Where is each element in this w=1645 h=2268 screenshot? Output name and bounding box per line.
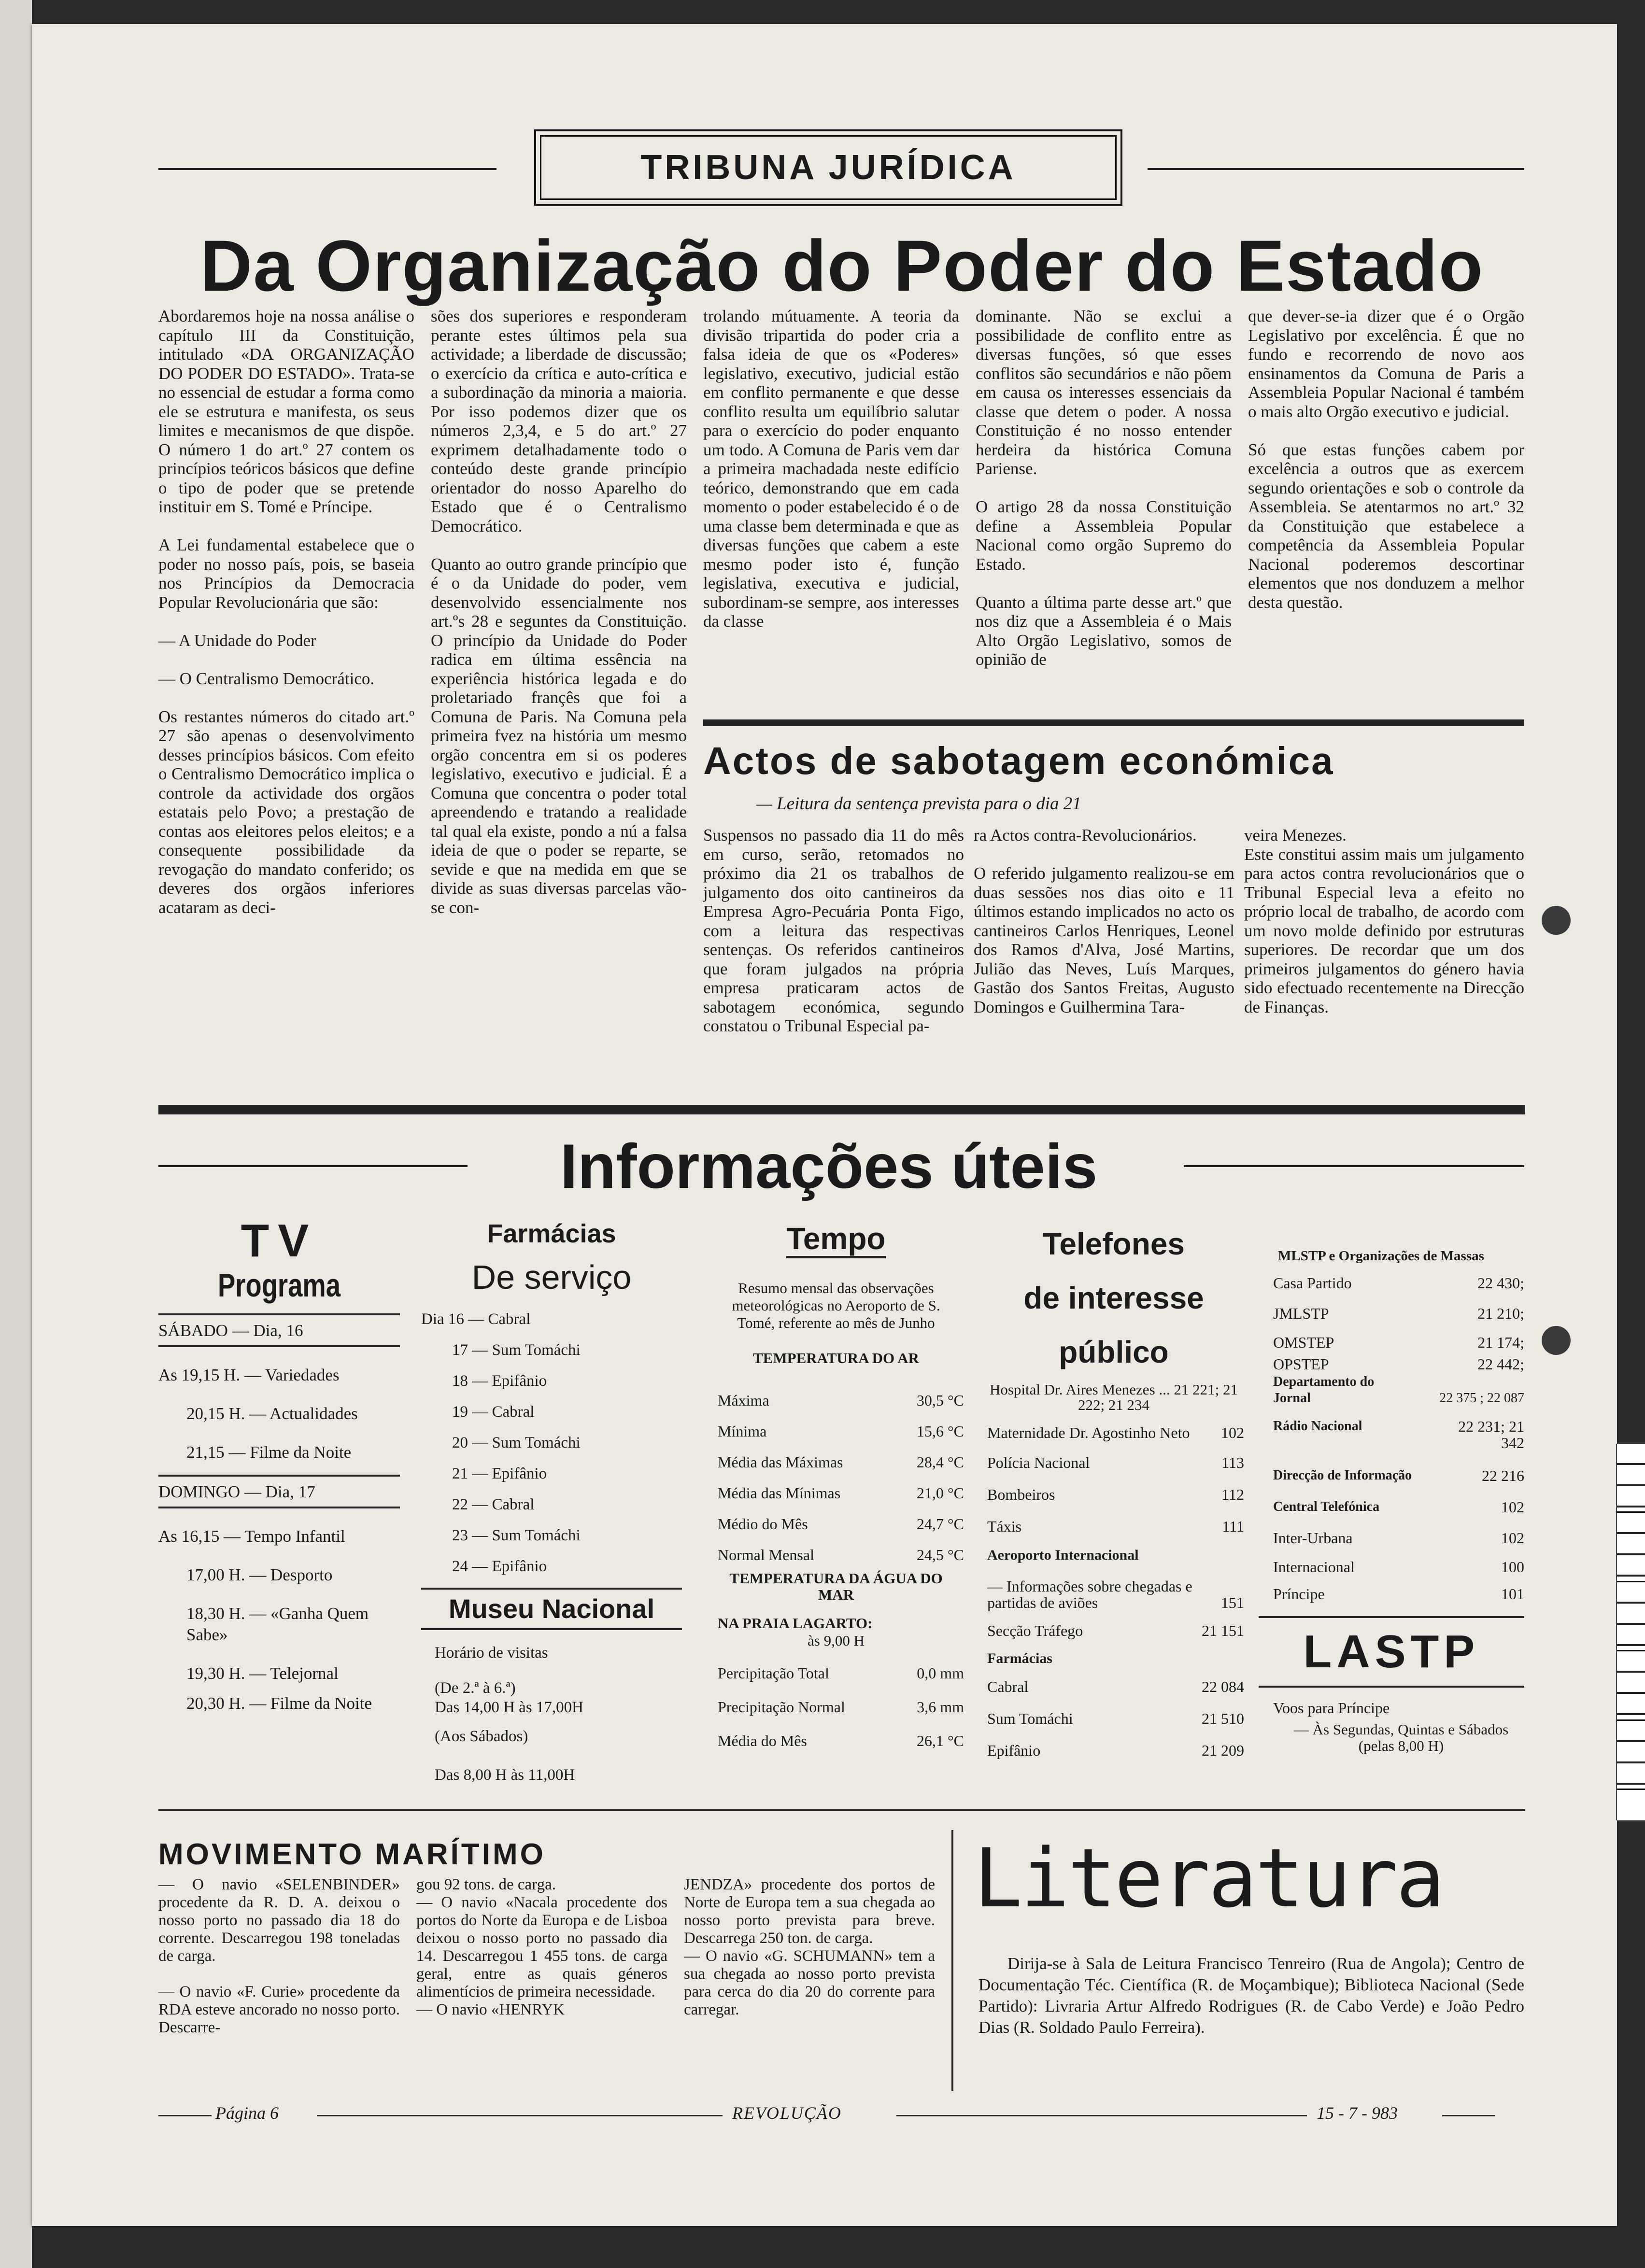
- tempo-row-label: Percipitação Total: [718, 1664, 829, 1682]
- mlstp-column: [1259, 1248, 1524, 1828]
- mlstp-number: 21 210;: [1477, 1305, 1524, 1322]
- mlstp-label: Príncipe: [1273, 1585, 1325, 1603]
- telefone-number: 151: [1221, 1594, 1244, 1611]
- tempo-row: [718, 1724, 964, 1758]
- telefone-row: [987, 1578, 1244, 1611]
- tempo-row-value: 3,6 mm: [917, 1698, 964, 1716]
- mlstp-row: [1273, 1460, 1524, 1492]
- mlstp-label: Internacional: [1273, 1558, 1355, 1576]
- tv-day2-item: 19,30 H. — Telejornal: [186, 1664, 339, 1683]
- telefone-label: Cabral: [987, 1678, 1029, 1695]
- mlstp-label: Rádio Nacional: [1273, 1419, 1362, 1434]
- tempo-title: Tempo: [786, 1221, 885, 1258]
- mlstp-row: [1273, 1330, 1524, 1354]
- tempo-row-value: 15,6 °C: [916, 1423, 964, 1440]
- mlstp-number: 102: [1501, 1529, 1524, 1547]
- telefone-label: Táxis: [987, 1518, 1022, 1535]
- tempo-row: [718, 1447, 964, 1478]
- tempo-row: [718, 1656, 964, 1690]
- museu-item: Das 14,00 H às 17,00H: [435, 1699, 583, 1716]
- info-title: Informações úteis: [560, 1131, 1098, 1201]
- scan-color-scale: [1616, 1444, 1645, 1820]
- footer-rule: [158, 2115, 212, 2116]
- tempo-heading-air: TEMPERATURA DO AR: [753, 1350, 919, 1366]
- telefones-hospital: Hospital Dr. Aires Menezes ... 21 221; 21 222; 21 234: [989, 1381, 1238, 1413]
- tv-subtitle: Programa: [218, 1267, 340, 1304]
- telefone-label: Polícia Nacional: [987, 1454, 1090, 1471]
- mlstp-label: Direcção de Informação: [1273, 1468, 1412, 1483]
- tempo-row-value: 24,7 °C: [916, 1515, 964, 1533]
- museu-title: Museu Nacional: [448, 1593, 655, 1624]
- tempo-row-value: 0,0 mm: [917, 1664, 964, 1682]
- mlstp-label: Inter-Urbana: [1273, 1529, 1353, 1547]
- telefone-label: Sum Tomáchi: [987, 1710, 1073, 1727]
- mlstp-row: [1273, 1354, 1524, 1374]
- tempo-row-label: Mínima: [718, 1423, 767, 1440]
- scan-left-edge: [0, 0, 32, 2268]
- mlstp-number: 22 231; 21 342: [1458, 1418, 1524, 1451]
- tempo-row: [718, 1385, 964, 1416]
- tv-day2-item: 17,00 H. — Desporto: [186, 1565, 333, 1584]
- telefone-label: — Informações sobre chegadas e partidas de aviões: [987, 1578, 1192, 1611]
- tv-day2-item: 18,30 H. — «Ganha Quem Sabe»: [186, 1604, 369, 1644]
- footer-date: 15 - 7 - 983: [1317, 2103, 1398, 2123]
- info-rule-right: [1184, 1165, 1524, 1167]
- movimento-col2: gou 92 tons. de carga. — O navio «Nacala procedente dos portos do Norte da Europa e de Lisboa deixou o nosso porto no passado dia 14. Descarregou 1 455 tons. de carga geral, entre as quais géneros alimentícios de primeira necessidade. — O navio «HENRYK: [416, 1876, 667, 2018]
- telefones-title: público: [1059, 1335, 1169, 1369]
- info-rule-left: [158, 1165, 468, 1167]
- museu-item: Das 8,00 H às 11,00H: [435, 1766, 575, 1784]
- telefones-title: de interesse: [1023, 1281, 1204, 1315]
- telefone-label: Epifânio: [987, 1742, 1041, 1759]
- telefone-number: 21 151: [1202, 1622, 1244, 1639]
- main-headline: Da Organização do Poder do Estado: [199, 225, 1484, 306]
- telefone-number: 112: [1221, 1486, 1244, 1503]
- mlstp-number: 22 442;: [1477, 1355, 1524, 1373]
- mlstp-row: [1273, 1522, 1524, 1553]
- farmacias-item: 20 — Sum Tomáchi: [452, 1434, 581, 1451]
- tempo-heading-praia-time: às 9,00 H: [808, 1632, 865, 1649]
- mlstp-title: MLSTP e Organizações de Massas: [1278, 1248, 1484, 1264]
- header-rule-left: [158, 168, 496, 170]
- mlstp-number: 22 430;: [1477, 1274, 1524, 1292]
- farmacias-item: 22 — Cabral: [452, 1496, 535, 1513]
- telefone-label: Bombeiros: [987, 1486, 1055, 1503]
- tempo-row: [718, 1508, 964, 1539]
- lastp-title: LASTP: [1303, 1626, 1480, 1677]
- telefones-farmacias: Farmácias: [987, 1650, 1052, 1666]
- tempo-row-value: 24,5 °C: [916, 1546, 964, 1564]
- voos-detail: — Às Segundas, Quintas e Sábados (pelas 8,00 H): [1293, 1721, 1509, 1754]
- mlstp-row: [1273, 1418, 1524, 1451]
- tempo-row-value: 28,4 °C: [916, 1453, 964, 1471]
- info-top-rule: [158, 1105, 1525, 1114]
- telefones-aeroporto: Aeroporto Internacional: [987, 1547, 1139, 1563]
- mlstp-number: 21 174;: [1477, 1334, 1524, 1351]
- article1-col3: trolando mútuamente. A teoria da divisão tripartida do poder cria a falsa ideia de que os «Poderes» legislativo, executivo, judicial estão em conflito permanente e que desse conflito resulta um equilíbrio salutar para o exercício do poder enquanto um todo. A Comuna de Paris vem dar a primeira machadada neste edifício teórico, demonstrando que em cada momento o poder estabelecido é o de uma classe bem determinada e que as diversas funções que cabem a este mesmo poder isto é, função legislativa, executiva e judicial, subordinam-se sempre, aos interesses da classe: [703, 307, 959, 631]
- tv-day1-item: 21,15 — Filme da Noite: [186, 1443, 352, 1462]
- telefone-row: [987, 1615, 1244, 1647]
- farmacias-item: 17 — Sum Tomáchi: [452, 1341, 581, 1359]
- footer-rule: [1442, 2115, 1495, 2116]
- article2-title: Actos de sabotagem económica: [703, 739, 1334, 782]
- binder-hole: [1542, 1326, 1571, 1355]
- museu-item: Horário de visitas: [435, 1644, 548, 1662]
- farmacias-item: Dia 16 — Cabral: [421, 1310, 531, 1328]
- tempo-row: [718, 1690, 964, 1724]
- article2-col2: ra Actos contra-Revolucionários. O referido julgamento realizou-se em duas sessões nos dias oito e 11 últimos estando implicados no acto os cantineiros Carlos Henriques, Leonel dos Ramos d'Alva, José Martins, Julião das Neves, Luís Marques, Gastão dos Santos Freitas, Augusto Domingos e Guilhermina Tara-: [974, 826, 1234, 1016]
- tempo-row-value: 30,5 °C: [916, 1392, 964, 1409]
- literatura-text: Dirija-se à Sala de Leitura Francisco Tenreiro (Rua de Angola); Centro de Documentação Téc. Científica (R. de Moçambique); Biblioteca Nacional (Sede Partido): Livraria Artur Alfredo Rodrigues (R. de Cabo Verde) e João Pedro Dias (R. Soldado Paulo Ferreira).: [978, 1954, 1524, 2037]
- tv-title: TV: [241, 1215, 318, 1267]
- mlstp-label: Casa Partido: [1273, 1274, 1352, 1292]
- farmacias-column: [421, 1217, 682, 1820]
- mlstp-row: [1273, 1269, 1524, 1296]
- mlstp-label: Central Telefónica: [1273, 1499, 1380, 1514]
- mlstp-row: [1273, 1374, 1524, 1407]
- farmacias-item: 23 — Sum Tomáchi: [452, 1527, 581, 1544]
- tv-day1: SÁBADO — Dia, 16: [158, 1321, 303, 1340]
- telefone-row: [987, 1423, 1244, 1442]
- footer-paper: REVOLUÇÃO: [732, 2103, 842, 2123]
- telefone-number: 111: [1222, 1518, 1244, 1535]
- movimento-col1: — O navio «SELENBINDER» procedente da R. D. A. deixou o nosso porto no passado dia 18 do corrente. Descarregou 198 toneladas de carga. — O navio «F. Curie» procedente da RDA esteve ancorado no nosso porto. Descarre-: [158, 1876, 400, 2036]
- farmacias-item: 21 — Epifânio: [452, 1465, 547, 1482]
- farmacias-title: Farmácias: [487, 1219, 616, 1248]
- telefone-number: 113: [1221, 1454, 1244, 1471]
- tempo-heading-praia: NA PRAIA LAGARTO:: [718, 1615, 873, 1632]
- tempo-row: [718, 1478, 964, 1508]
- telefone-row: [987, 1447, 1244, 1479]
- farmacias-item: 19 — Cabral: [452, 1403, 535, 1421]
- tempo-row-value: 26,1 °C: [916, 1732, 964, 1749]
- tempo-row: [718, 1416, 964, 1447]
- telefone-row: [987, 1671, 1244, 1703]
- mlstp-number: 102: [1501, 1498, 1524, 1516]
- telefone-number: 21 209: [1202, 1742, 1244, 1759]
- telefones-title: Telefones: [1043, 1226, 1185, 1261]
- mlstp-row: [1273, 1296, 1524, 1330]
- mlstp-row: [1273, 1580, 1524, 1607]
- footer-rule: [896, 2115, 1307, 2116]
- telefone-row: [987, 1510, 1244, 1542]
- tempo-row-label: Máxima: [718, 1392, 769, 1409]
- mlstp-number: 100: [1501, 1558, 1524, 1576]
- telefone-row: [987, 1734, 1244, 1766]
- tempo-row-label: Normal Mensal: [718, 1546, 814, 1564]
- article2-top-rule: [703, 719, 1524, 726]
- tempo-row-label: Média das Mínimas: [718, 1484, 841, 1502]
- newspaper-page: [32, 24, 1617, 2226]
- article2-subtitle: — Leitura da sentença prevista para o dia 21: [756, 794, 1081, 814]
- article1-col1: Abordaremos hoje na nossa análise o capítulo III da Constituição, intitulado «DA ORGANIZAÇÃO DO PODER DO ESTADO». Trata-se no essencial de estudar a forma como ele se estrutura e manifesta, os seus limites e mecanismos de que dispõe. O número 1 do art.º 27 contem os princípios teóricos básicos que define o tipo de poder que se pretende instituir em S. Tomé e Príncipe. A Lei fundamental estabelece que o poder no nosso país, pois, se baseia nos Princípios da Democracia Popular Revolucionária que são: — A Unidade do Poder — O Centralismo Democrático. Os restantes números do citado art.º 27 são apenas o desenvolvimento desses princípios básicos. Com efeito o Centralismo Democrático implica o controle da actividade dos orgãos estatais pelo Povo; a prestação de contas aos eleitores pelos eleitos; e a consequente possibilidade da revogação do mandato conferido; os deveres dos orgãos inferiores acataram as deci-: [158, 307, 414, 917]
- article1-col2: sões dos superiores e responderam perante estes últimos pela sua actividade; a liberdade de discussão; o exercício da crítica e auto-crítica e a subordinação da minoria a maioria. Por isso podemos dizer que os números 2,3,4, e 5 do art.º 27 exprimem detalhadamente todo o conteúdo deste grande princípio orientador do nosso Aparelho do Estado que é o Centralismo Democrático. Quanto ao outro grande princípio que é o da Unidade do poder, vem desenvolvido essencialmente nos art.ºs 28 e seguntes da Constituição. O princípio da Unidade do Poder radica em última essência na experiência histórica legada e do proletariado françês que foi a Comuna de Paris. Na Comuna pela primeira fvez na história um mesmo orgão concentra em si os poderes legislativo, executivo e judicial. É a Comuna que concentra o poder total apreendendo e tratando a realidade tal qual ela existe, pondo a nú a falsa ideia de que o poder se reparte, se sevide e que na medida em que se divide as suas diversas parcelas vão-se con-: [431, 307, 687, 917]
- tv-day2-item: 20,30 H. — Filme da Noite: [186, 1694, 372, 1713]
- bottom-section-rule: [158, 1809, 1525, 1811]
- tempo-row-label: Médio do Mês: [718, 1515, 808, 1533]
- mlstp-label: OMSTEP: [1273, 1334, 1334, 1351]
- farmacias-subtitle: De serviço: [471, 1258, 632, 1296]
- mlstp-label: JMLSTP: [1273, 1305, 1329, 1322]
- museu-item: (De 2.ª à 6.ª): [435, 1679, 516, 1697]
- tv-day1-item: As 19,15 H. — Variedades: [158, 1366, 340, 1384]
- article1-col4: dominante. Não se exclui a possibilidade de conflito entre as diversas funções, só que esses conflitos são secundários e não põem em causa os interesses essenciais da classe que detem o poder. A nossa Constituição é no nosso entender herdeira da histórica Comuna Pariense. O artigo 28 da nossa Constituição define a Assembleia Popular Nacional como orgão Supremo do Estado. Quanto a última parte desse art.º que nos diz que a Assembleia é o Mais Alto Orgão Legislativo, somos de opinião de: [976, 307, 1232, 669]
- voos-label: Voos para Príncipe: [1273, 1699, 1390, 1717]
- tempo-row-label: Média das Máximas: [718, 1453, 843, 1471]
- mlstp-label: Departamento do Jornal: [1273, 1374, 1375, 1406]
- telefone-label: Maternidade Dr. Agostinho Neto: [987, 1424, 1190, 1441]
- farmacias-item: 24 — Epifânio: [452, 1558, 547, 1575]
- article2-col1: Suspensos no passado dia 11 do mês em curso, serão, retomados no próximo dia 21 os trabalhos de julgamento dos oito cantineiros da Empresa Agro-Pecuária Ponta Figo, com a leitura das respectivas sentenças. Os referidos cantineiros que foram julgados na própria empresa praticaram actos de sabotagem económica, segundo constatou o Tribunal Especial pa-: [703, 826, 964, 1035]
- section-title: TRIBUNA JURÍDICA: [640, 148, 1016, 187]
- tv-column: [158, 1217, 400, 1820]
- binder-hole: [1542, 906, 1571, 935]
- movimento-col3: JENDZA» procedente dos portos de Norte de Europa tem a sua chegada ao nosso porto prevista para breve. Descarrega 250 ton. de carga. — O navio «G. SCHUMANN» tem a sua chegada ao nosso porto prevista para cerca do dia 20 do corrente para carregar.: [684, 1876, 935, 2018]
- section-banner: [534, 129, 1122, 206]
- mlstp-number: 22 216: [1482, 1467, 1524, 1484]
- literatura-title: Literatura: [974, 1831, 1443, 1926]
- tv-day2: DOMINGO — Dia, 17: [158, 1482, 315, 1501]
- tempo-row-label: Média do Mês: [718, 1732, 807, 1749]
- tempo-column: [703, 1217, 969, 1820]
- footer-rule: [317, 2115, 723, 2116]
- museu-item: (Aos Sábados): [435, 1728, 528, 1745]
- tempo-heading-water: TEMPERATURA DA ÁGUA DO MAR: [729, 1570, 943, 1603]
- telefone-number: 22 084: [1202, 1678, 1244, 1695]
- farmacias-item: 18 — Epifânio: [452, 1372, 547, 1390]
- bottom-section-divider: [951, 1830, 953, 2091]
- telefone-label: Secção Tráfego: [987, 1622, 1083, 1639]
- article2-col3: veira Menezes. Este constitui assim mais um julgamento para actos contra revolucionários que o Tribunal Especial leva a efeito no próprio local de trabalho, de acordo com um novo molde definido por estruturas superiores. De recordar que um dos primeiros julgamentos do género havia sido efectuado recentemente na Direcção de Finanças.: [1244, 826, 1524, 1016]
- mlstp-row: [1273, 1553, 1524, 1580]
- tempo-title-wrap: [703, 1217, 969, 1260]
- tempo-row-value: 21,0 °C: [916, 1484, 964, 1502]
- tempo-row: [718, 1539, 964, 1570]
- mlstp-number: 22 375 ; 22 087: [1439, 1391, 1524, 1406]
- telefone-row: [987, 1703, 1244, 1734]
- telefone-number: 102: [1221, 1424, 1244, 1441]
- tempo-intro: Resumo mensal das observações meteorológicas no Aeroporto de S. Tomé, referente ao mês de Junho: [732, 1280, 940, 1331]
- header-rule-right: [1148, 168, 1524, 170]
- mlstp-row: [1273, 1492, 1524, 1522]
- telefones-column: [978, 1217, 1249, 1820]
- tempo-row-label: Precipitação Normal: [718, 1698, 845, 1716]
- tv-day1-item: 20,15 H. — Actualidades: [186, 1404, 358, 1423]
- telefone-number: 21 510: [1202, 1710, 1244, 1727]
- footer-page: Página 6: [215, 2103, 279, 2123]
- article1-col5: que dever-se-ia dizer que é o Orgão Legislativo por excelência. É que no fundo e recorrendo de novo aos ensinamentos da Comuna de Paris a Assembleia Popular Nacional é também o mais alto Orgão executivo e judicial. Só que estas funções cabem por excelência a outros que as exercem segundo orientações e sob o controle da Assembleia. Se atentarmos no art.º 32 da Constituição que estabelece a competência da Assembleia Popular Nacional poderemos descortinar elementos que nos donduzem a melhor desta questão.: [1248, 307, 1524, 612]
- tv-day2-item: As 16,15 — Tempo Infantil: [158, 1527, 345, 1546]
- mlstp-label: OPSTEP: [1273, 1355, 1329, 1373]
- mlstp-number: 101: [1501, 1585, 1524, 1603]
- movimento-title: MOVIMENTO MARÍTIMO: [158, 1838, 546, 1871]
- telefone-row: [987, 1479, 1244, 1510]
